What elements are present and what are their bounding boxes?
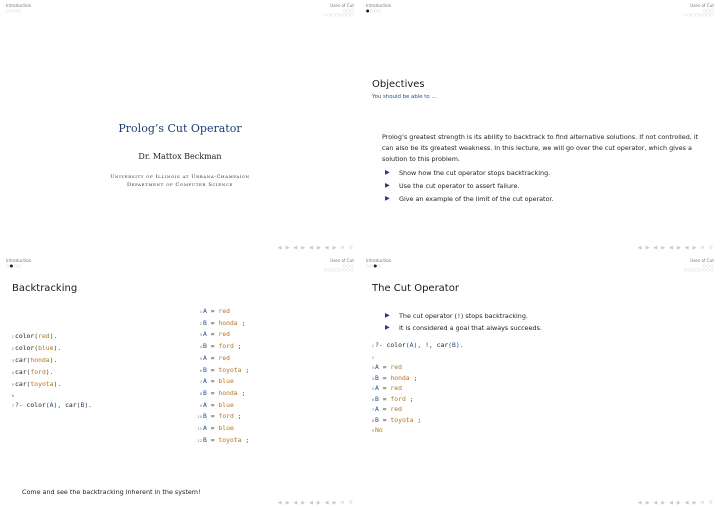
line-number: 1 xyxy=(199,310,202,314)
section-link-introduction[interactable]: Introduction xyxy=(6,258,32,263)
objective-bullet: Use the cut operator to assert failure. xyxy=(399,182,520,190)
frame-title: The Cut Operator xyxy=(372,283,459,294)
result-variable: A xyxy=(203,377,207,386)
slide-header xyxy=(0,0,360,18)
result-variable: B xyxy=(203,388,207,397)
line-number: 3 xyxy=(11,359,14,363)
line-number: 6 xyxy=(199,368,202,373)
cut-bullet: It is considered a goal that always succeeds. xyxy=(399,324,542,332)
result-value: blue xyxy=(218,377,234,386)
line-number: 8 xyxy=(371,419,374,423)
equals-sign: = xyxy=(206,318,219,327)
equals-sign: = xyxy=(206,412,219,421)
code-line xyxy=(368,353,375,361)
atom: ford xyxy=(30,368,46,376)
slide-backtracking xyxy=(0,255,360,510)
atom: honda xyxy=(30,356,50,364)
section-link-introduction[interactable]: Introduction xyxy=(366,258,392,263)
equals-sign: = xyxy=(206,388,219,397)
result-line xyxy=(196,307,230,315)
result-line xyxy=(196,330,230,338)
line-number: 6 xyxy=(11,394,14,398)
objective-bullet: Show how the cut operator stops backtracking. xyxy=(399,169,551,177)
bullet-triangle-icon: ▶ xyxy=(385,195,390,202)
result-value: ford xyxy=(218,412,234,421)
result-value: toyota xyxy=(218,365,242,374)
result-value: honda xyxy=(390,373,410,382)
result-variable: A xyxy=(203,400,207,409)
code-line: 4car(ford). xyxy=(8,368,54,376)
section-link-introduction[interactable]: Introduction xyxy=(366,3,392,8)
line-number: 4 xyxy=(371,376,374,381)
slide-header xyxy=(0,255,360,273)
line-number: 5 xyxy=(199,356,202,361)
result-line xyxy=(368,374,417,382)
result-value: blue xyxy=(218,400,234,409)
line-number: 11 xyxy=(197,427,202,431)
section-link-uses-of-cut[interactable]: Uses of Cut xyxy=(690,258,714,263)
beamer-navigation-bar[interactable]: ◀ ▶ ◀ ▶ ◀ ▶ ◀ ▶ ≡ ↺ xyxy=(277,245,354,251)
bullet-triangle-icon: ▶ xyxy=(385,169,390,176)
semicolon: ; xyxy=(237,318,246,327)
equals-sign: = xyxy=(378,384,391,393)
result-line xyxy=(196,366,249,374)
result-value: red xyxy=(390,405,402,414)
code-line: 3car(honda). xyxy=(8,356,57,364)
result-value: honda xyxy=(218,388,238,397)
equals-sign: = xyxy=(206,435,219,444)
result-variable: A xyxy=(375,363,379,371)
equals-sign: = xyxy=(378,373,391,382)
line-number: 8 xyxy=(199,391,202,396)
section-progress-dots[interactable]: ○●○○ xyxy=(6,262,22,268)
line-number: 4 xyxy=(11,371,14,375)
beamer-navigation-bar[interactable]: ◀ ▶ ◀ ▶ ◀ ▶ ◀ ▶ ≡ ↺ xyxy=(637,245,714,251)
equals-sign: = xyxy=(206,342,219,351)
result-line xyxy=(196,354,230,362)
section-progress-dots[interactable]: ○○○○ xyxy=(6,7,22,13)
section-link-uses-of-cut[interactable]: Uses of Cut xyxy=(330,258,354,263)
section-progress-dots[interactable]: ○○○○○○○○ xyxy=(683,12,714,17)
line-number: 2 xyxy=(199,321,202,326)
predicate: color xyxy=(15,344,35,352)
result-variable: A xyxy=(203,353,207,362)
line-number: 12 xyxy=(197,438,202,443)
result-variable: B xyxy=(203,365,207,374)
line-number: 5 xyxy=(11,383,14,387)
equals-sign: = xyxy=(206,365,219,374)
result-variable: B xyxy=(203,412,207,421)
result-value: red xyxy=(390,363,402,371)
section-link-uses-of-cut[interactable]: Uses of Cut xyxy=(330,3,354,8)
author-name: Dr. Mattox Beckman xyxy=(138,152,222,161)
query-line: 1?- color(A), !, car(B). xyxy=(368,341,464,349)
equals-sign: = xyxy=(206,377,219,386)
result-value: red xyxy=(218,307,230,315)
section-progress-dots[interactable]: ○○○ xyxy=(342,7,354,13)
line-number: 2 xyxy=(11,347,14,351)
result-value: toyota xyxy=(218,435,242,444)
slide-objectives xyxy=(360,0,720,255)
result-line xyxy=(196,342,242,350)
atom: red xyxy=(38,332,50,340)
result-variable: B xyxy=(203,342,207,351)
section-link-uses-of-cut[interactable]: Uses of Cut xyxy=(690,3,714,8)
result-variable: B xyxy=(375,394,379,403)
predicate: car xyxy=(15,368,27,376)
line-number: 9 xyxy=(199,403,202,408)
equals-sign: = xyxy=(206,330,219,339)
result-line xyxy=(196,401,234,409)
semicolon: ; xyxy=(233,412,242,421)
result-variable: A xyxy=(203,424,207,432)
section-progress-dots[interactable]: ○○○○○○○○ xyxy=(323,12,354,17)
line-number: 5 xyxy=(371,387,374,392)
semicolon: ; xyxy=(241,435,250,444)
equals-sign: = xyxy=(378,416,391,424)
result-line xyxy=(368,363,402,371)
result-value: ford xyxy=(390,394,406,403)
predicate: car xyxy=(15,380,27,388)
result-variable: B xyxy=(203,435,207,444)
section-progress-dots[interactable]: ○○○○○○○○ xyxy=(683,267,714,272)
result-value: red xyxy=(390,384,402,393)
semicolon: ; xyxy=(237,388,246,397)
semicolon: ; xyxy=(233,342,242,351)
line-number: 6 xyxy=(371,397,374,402)
frame-title: Backtracking xyxy=(12,283,78,294)
objectives-paragraph: Prolog’s greatest strength is its ability to backtrack to find alternative solutions. If not controlled, it can also be its greatest weakness. In this lecture, we will go over the cut operator, which gives a solution to this problem. xyxy=(382,133,699,163)
result-variable: A xyxy=(375,405,379,414)
section-link-introduction[interactable]: Introduction xyxy=(6,3,32,8)
predicate: color xyxy=(15,332,35,340)
presentation-title: Prolog’s Cut Operator xyxy=(118,122,242,135)
semicolon: ; xyxy=(241,365,250,374)
line-number: 7 xyxy=(199,380,202,385)
slide-title xyxy=(0,0,360,255)
result-line xyxy=(196,389,245,397)
code-line: 5car(toyota). xyxy=(8,380,61,388)
slide-header xyxy=(360,255,720,273)
result-line: 9No xyxy=(368,426,383,434)
result-variable: B xyxy=(375,416,379,424)
result-variable: A xyxy=(203,307,207,315)
line-number: 3 xyxy=(371,366,374,370)
equals-sign: = xyxy=(206,307,219,315)
result-variable: B xyxy=(375,373,379,382)
bullet-triangle-icon: ▶ xyxy=(385,312,390,319)
result-line xyxy=(196,319,245,327)
bullet-triangle-icon: ▶ xyxy=(385,324,390,331)
section-progress-dots[interactable]: ○○○ xyxy=(702,7,714,13)
line-number: 7 xyxy=(11,404,14,408)
equals-sign: = xyxy=(206,353,219,362)
result-line xyxy=(196,424,234,432)
query-line: 7?- color(A), car(B). xyxy=(8,401,92,409)
institution: University of Illinois at Urbana-Champaign xyxy=(110,174,250,180)
result-value: red xyxy=(218,353,230,362)
equals-sign: = xyxy=(378,363,391,371)
department: Department of Computer Science xyxy=(126,182,234,188)
line-number: 1 xyxy=(11,335,14,339)
frame-title: Objectives xyxy=(372,79,425,90)
section-progress-dots[interactable]: ●○○○ xyxy=(366,7,382,13)
backtracking-note: Come and see the backtracking inherent in the system! xyxy=(22,488,201,496)
slide-header xyxy=(360,0,720,18)
result-line xyxy=(368,384,402,392)
atom: toyota xyxy=(30,380,54,388)
result-value: red xyxy=(218,330,230,339)
result-variable: A xyxy=(375,384,379,393)
code-line: 2color(blue). xyxy=(8,344,61,352)
line-number: 2 xyxy=(371,356,374,360)
section-progress-dots[interactable]: ○○●○ xyxy=(366,262,382,268)
code-line: 1color(red). xyxy=(8,332,57,340)
predicate: car xyxy=(15,356,27,364)
result-line xyxy=(196,377,234,385)
section-progress-dots[interactable]: ○○○ xyxy=(702,262,714,268)
equals-sign: = xyxy=(206,424,219,432)
semicolon: ; xyxy=(405,394,414,403)
beamer-navigation-bar[interactable]: ◀ ▶ ◀ ▶ ◀ ▶ ◀ ▶ ≡ ↺ xyxy=(277,500,354,506)
equals-sign: = xyxy=(378,405,391,414)
result-variable: B xyxy=(203,318,207,327)
result-line xyxy=(368,416,421,424)
beamer-navigation-bar[interactable]: ◀ ▶ ◀ ▶ ◀ ▶ ◀ ▶ ≡ ↺ xyxy=(637,500,714,506)
atom: blue xyxy=(38,344,54,352)
line-number: 9 xyxy=(371,429,374,433)
result-value: blue xyxy=(218,424,234,432)
line-number: 3 xyxy=(199,333,202,338)
line-number: 7 xyxy=(371,408,374,413)
result-line xyxy=(196,412,242,420)
equals-sign: = xyxy=(206,400,219,409)
line-number: 4 xyxy=(199,345,202,350)
objective-bullet: Give an example of the limit of the cut operator. xyxy=(399,195,554,203)
line-number: 10 xyxy=(197,415,202,420)
line-number: 1 xyxy=(371,344,374,348)
result-variable: A xyxy=(203,330,207,339)
equals-sign: = xyxy=(378,394,391,403)
frame-subtitle: You should be able to ... xyxy=(372,94,437,100)
result-line xyxy=(368,395,414,403)
bullet-triangle-icon: ▶ xyxy=(385,182,390,189)
result-line xyxy=(368,405,402,413)
semicolon: ; xyxy=(413,416,422,424)
cut-bullet: The cut operator (!) stops backtracking. xyxy=(399,312,528,320)
section-progress-dots[interactable]: ○○○○○○○○ xyxy=(323,267,354,272)
result-line xyxy=(196,436,249,444)
code-line xyxy=(8,391,15,399)
result-value: ford xyxy=(218,342,234,351)
result-value: toyota xyxy=(390,416,414,424)
slide-cut-operator xyxy=(360,255,720,510)
section-progress-dots[interactable]: ○○○ xyxy=(342,262,354,268)
result-value: honda xyxy=(218,318,238,327)
semicolon: ; xyxy=(409,373,418,382)
